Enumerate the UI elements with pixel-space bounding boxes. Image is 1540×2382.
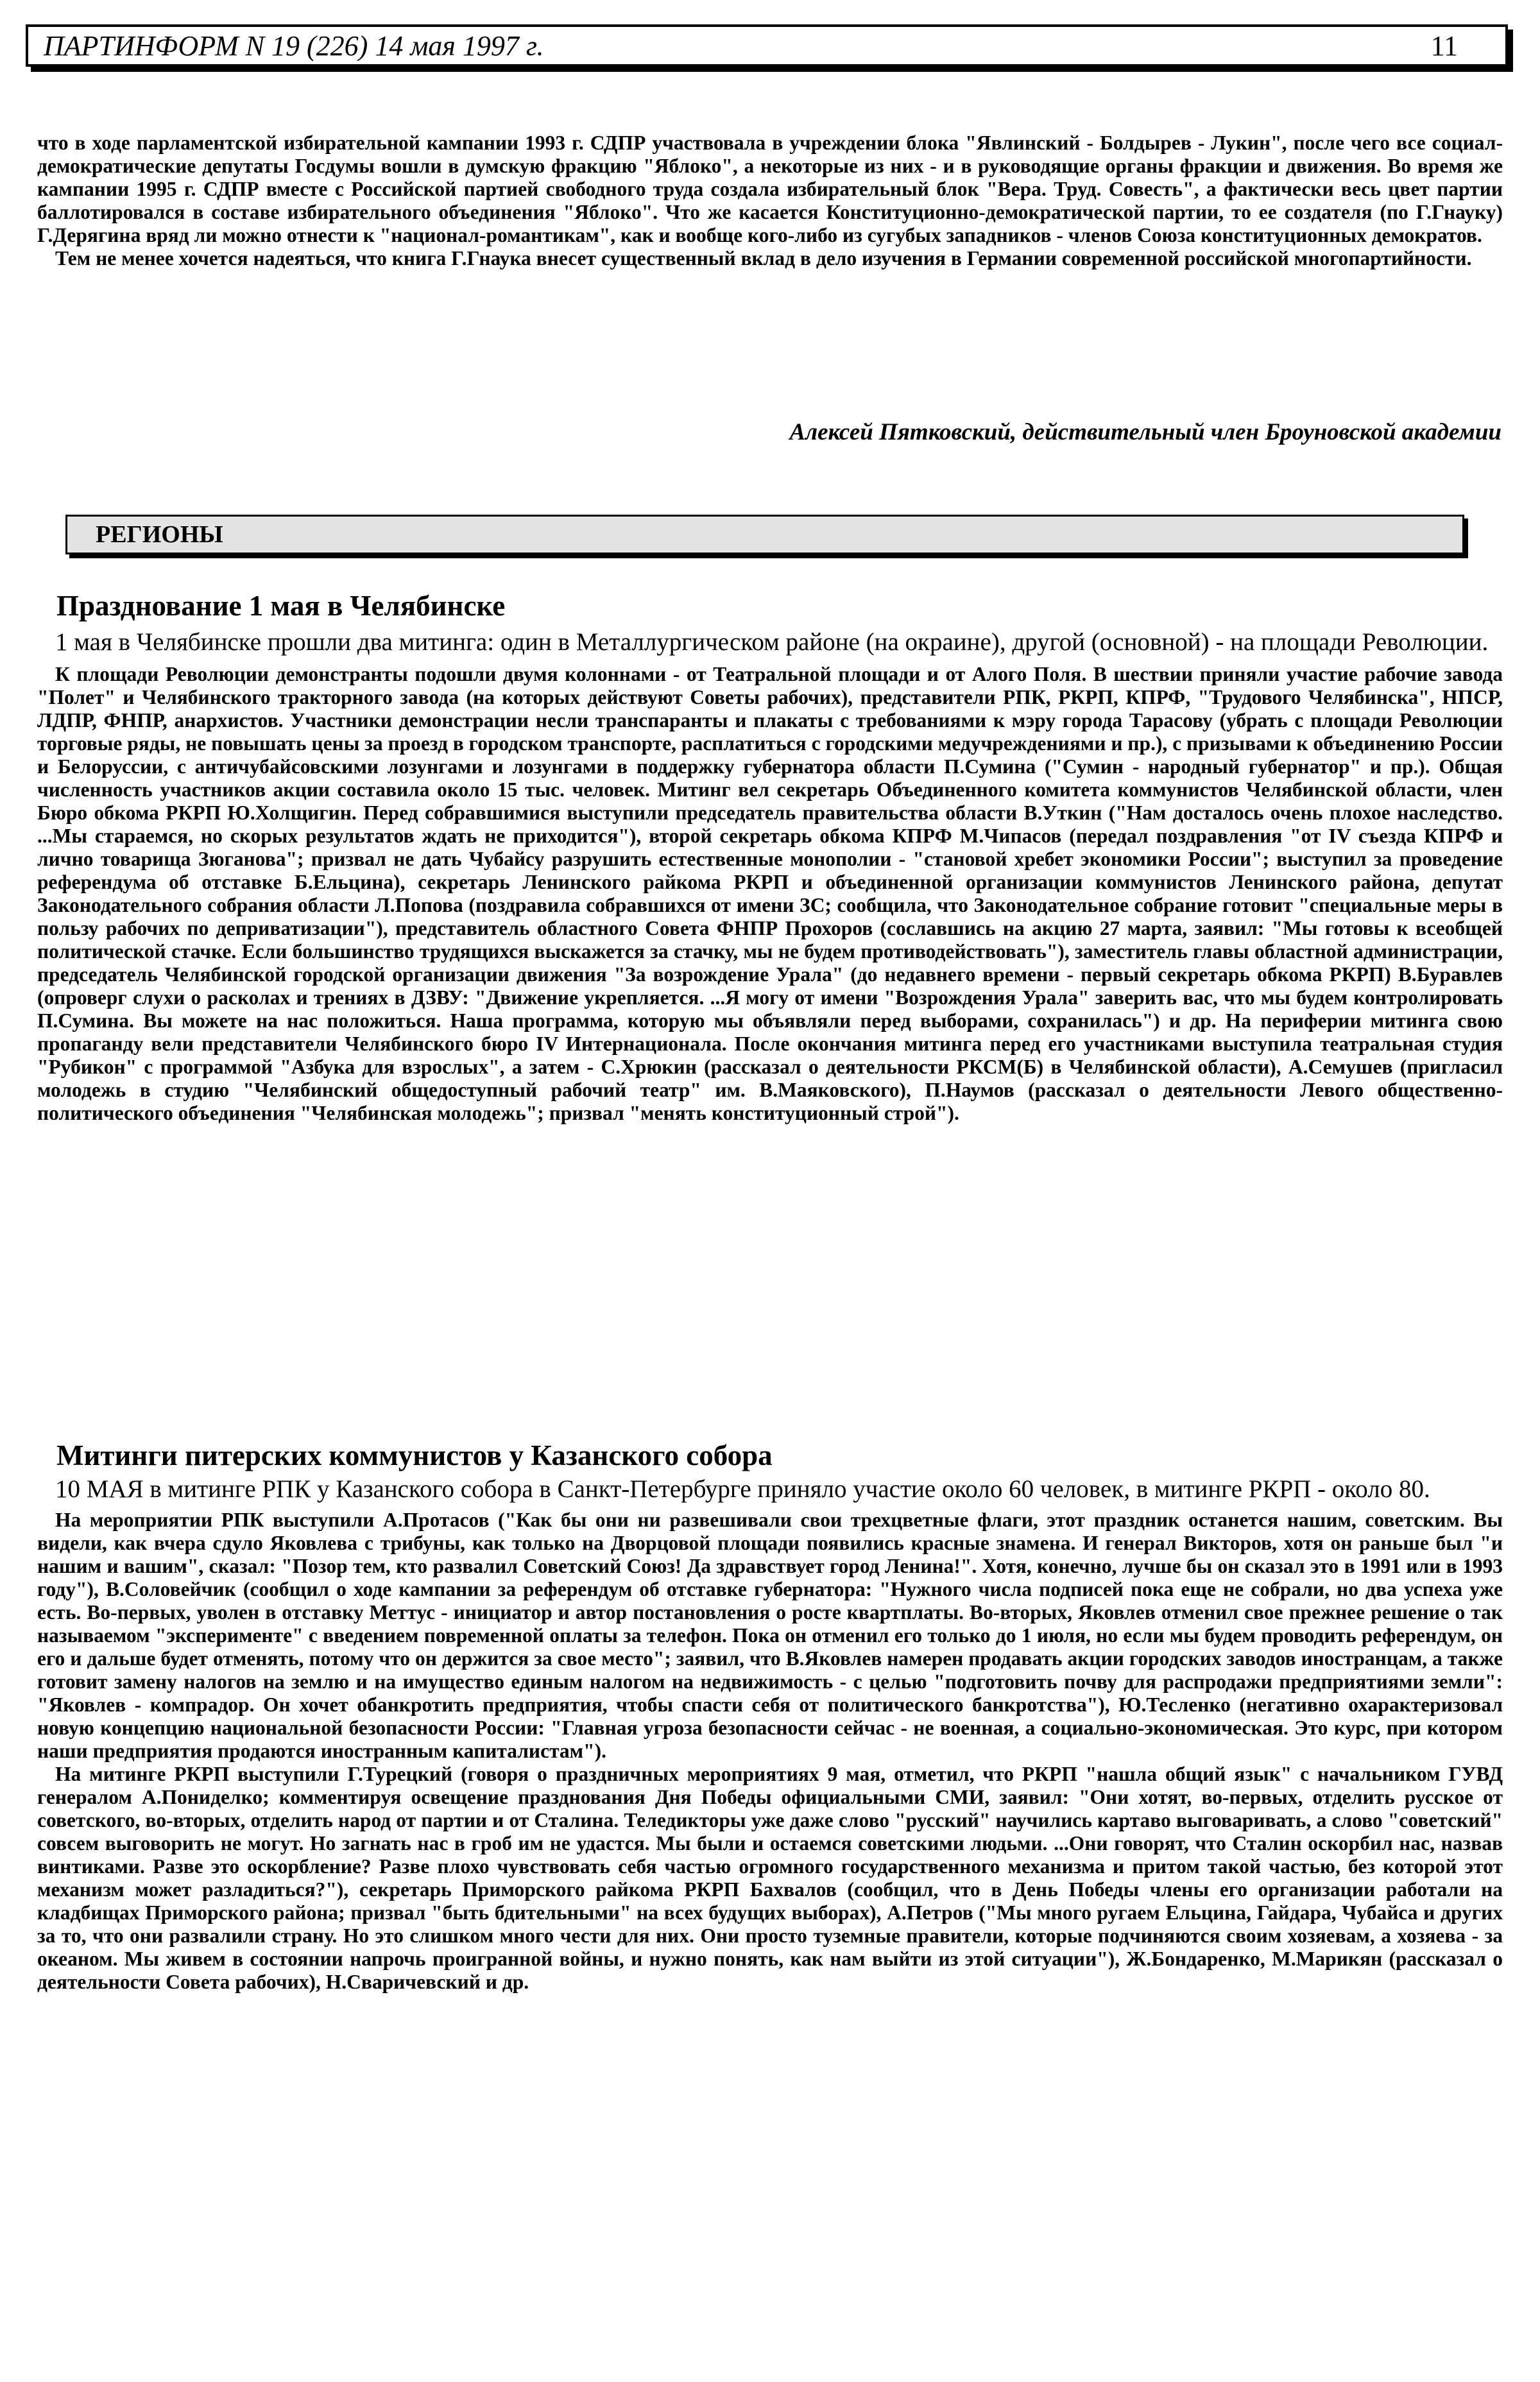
article-paragraph: На мероприятии РПК выступили А.Протасов ("Как бы они ни развешивали свои трехцветные флаги, этот праздник останется нашим, советским. Вы видели, как вчера сдуло Яковлева с трибуны, как только на Дворцовой площади появились красные знамена. И генерал Викторов, хотя он раньше был "и нашим и вашим", сказал: "Позор тем, кто развалил Советский Союз! Да здравствует город Ленина!". Хотя, конечно, лучше бы он сказал это в 1991 или в 1993 году"), В.Соловейчик (сообщил о ходе кампании за референдум об отставке губернатора: "Нужного числа подписей пока еще не собрали, но два успеха уже есть. Во-первых, уволен в отставку Меттус - инициатор и автор постановления о росте квартплаты. Во-вторых, Яковлев отменил свое прежнее решение о так называемом "эксперименте" с введением повременной оплаты за телефон. Пока он отменил его только до 1 июля, но если мы будем проводить референдум, он его и дальше будет отменять, потому что он держится за свое место"; заявил, что В.Яковлев намерен продавать акции городских заводов иностранцам, а также готовит замену налогов на землю и на имущество единым налогом на недвижимость - с целью "подготовить почву для распродажи предприятиями земли": "Яковлев - компрадор. Он хочет обанкротить предприятия, чтобы спасти себя от политического банкротства"), Ю.Тесленко (негативно охарактеризовал новую концепцию национальной безопасности России: "Главная угроза безопасности сейчас - не военная, а социально-экономическая. Это курс, при котором наши предприятия продаются иностранным капиталистам"). [37,1509,1503,1762]
intro-paragraph: Тем не менее хочется надеяться, что книга Г.Гнаука внесет существенный вклад в дело изучения в Германии современной российской многопартийности. [55,247,1472,270]
section-title: РЕГИОНЫ [96,521,223,548]
article-title: Празднование 1 мая в Челябинске [56,590,506,622]
page-number: 11 [1430,30,1458,62]
author-signature: Алексей Пятковский, действительный член Броуновской академии [789,419,1502,445]
article-body [37,628,1503,1125]
article-title: Митинги питерских коммунистов у Казанского собора [56,1439,773,1471]
article-body [37,1475,1503,1994]
article-paragraph: На митинге РКРП выступили Г.Турецкий (говоря о праздничных мероприятиях 9 мая, отметил, что РКРП "нашла общий язык" с начальником ГУВД генералом А.Пониделко; комментируя освещение празднования Дня Победы официальными СМИ, заявил: "Они хотят, во-первых, отделить русское от советского, во-вторых, отделить народ от партии и от Сталина. Теледикторы уже даже слово "русский" научились картаво выговаривать, а слово "советский" совсем выговорить не могут. Но загнать нас в гроб им не удастся. Мы были и остаемся советскими людьми. ...Они говорят, что Сталин оскорбил нас, назвав винтиками. Разве это оскорбление? Разве плохо чувствовать себя частью огромного государственного механизма и притом такой частью, без которой этот механизм может разладиться?"), секретарь Приморского райкома РКРП Бахвалов (сообщил, что в День Победы члены его организации работали на кладбищах Приморского района; призвал "быть бдительными" на всех будущих выборах), А.Петров ("Мы много ругаем Ельцина, Гайдара, Чубайса и других за то, что они развалили страну. Но это слишком много чести для них. Они просто туземные правители, которые подчиняются своим хозяевам, а хозяева - за океаном. Мы живем в состоянии напрочь проигранной войны, и нужно понять, как нам выйти из этой ситуации"), Ж.Бондаренко, М.Марикян (рассказал о деятельности Совета рабочих), Н.Сваричевский и др. [37,1763,1503,1993]
publication-title: ПАРТИНФОРМ N 19 (226) 14 мая 1997 г. [44,30,544,62]
intro-text [37,132,1503,270]
article-lead: 10 МАЯ в митинге РПК у Казанского собора в Санкт-Петербурге приняло участие около 60 человек, в митинге РКРП - около 80. [55,1475,1430,1503]
article-lead: 1 мая в Челябинске прошли два митинга: один в Металлургическом районе (на окраине), другой (основной) - на площади Революции. [55,628,1489,656]
article-paragraph: К площади Революции демонстранты подошли двумя колоннами - от Театральной площади и от Алого Поля. В шествии приняли участие рабочие завода "Полет" и Челябинского тракторного завода (на которых действуют Советы рабочих), представители РПК, РКРП, КПРФ, "Трудового Челябинска", НПСР, ЛДПР, ФНПР, анархистов. Участники демонстрации несли транспаранты и плакаты с требованиями к мэру города Тарасову (убрать с площади Революции торговые ряды, не повышать цены за проезд в городском транспорте, расплатиться с городскими медучреждениями и пр.), с призывами к объединению России и Белоруссии, с античубайсовскими лозунгами и лозунгами в поддержку губернатора области П.Сумина ("Сумин - народный губернатор" и пр.). Общая численность участников акции составила около 15 тыс. человек. Митинг вел секретарь Объединенного комитета коммунистов Челябинской области, член Бюро обкома РКРП Ю.Холщигин. Перед собравшимися выступили председатель правительства области В.Уткин ("Нам досталось очень плохое наследство. ...Мы стараемся, но скорых результатов ждать не приходится"), второй секретарь обкома КПРФ М.Чипасов (передал поздравления "от IV съезда КПРФ и лично товарища Зюганова"; призвал не дать Чубайсу разрушить естественные монополии - "становой хребет экономики России"; выступил за проведение референдума об отставке Б.Ельцина), секретарь Ленинского райкома РКРП и объединенной организации коммунистов Ленинского района, депутат Законодательного собрания области Л.Попова (поздравила собравшихся от имени ЗС; сообщила, что Законодательное собрание готовит "специальные меры в пользу рабочих по деприватизации"), представитель областного Совета ФНПР Прохоров (сославшись на акцию 27 марта, заявил: "Мы готовы к всеобщей политической стачке. Если большинство трудящихся выскажется за стачку, мы не будем противодействовать"), заместитель главы областной администрации, председатель Челябинской городской организации движения "За возрождение Урала" (до недавнего времени - первый секретарь обкома РКРП) В.Буравлев (опроверг слухи о расколах и трениях в ДЗВУ: "Движение укрепляется. ...Я могу от имени "Возрождения Урала" заверить вас, что мы будем контролировать П.Сумина. Вы можете на нас положиться. Наша программа, которую мы объявляли перед выборами, сохранилась") и др. На периферии митинга свою пропаганду вели представители Челябинского бюро IV Интернационала. После окончания митинга перед его участниками выступила театральная студия "Рубикон" с программой "Азбука для взрослых", а затем - С.Хрюкин (рассказал о деятельности РКСМ(Б) в Челябинской области), А.Семушев (пригласил молодежь в студию "Челябинский общедоступный рабочий театр" им. В.Маяковского), П.Наумов (рассказал о деятельности Левого общественно-политического объединения "Челябинская молодежь"; призвал "менять конституционный строй"). [37,663,1503,1124]
page-header [26,24,1508,67]
intro-paragraph: что в ходе парламентской избирательной кампании 1993 г. СДПР участвовала в учреждении блока "Явлинский - Болдырев - Лукин", после чего все социал-демократические депутаты Госдумы вошли в думскую фракцию "Яблоко", а некоторые из них - и в руководящие органы фракции и движения. Во время же кампании 1995 г. СДПР вместе с Российской партией свободного труда создала избирательный блок "Вера. Труд. Совесть", а фактически весь цвет партии баллотировался в составе избирательного объединения "Яблоко". Что же касается Конституционно-демократической партии, то ее создателя (по Г.Гнауку) Г.Дерягина вряд ли можно отнести к "национал-романтикам", как и вообще кого-либо из сугубых западников - членов Союза конституционных демократов. [37,132,1503,246]
section-header [65,515,1464,554]
